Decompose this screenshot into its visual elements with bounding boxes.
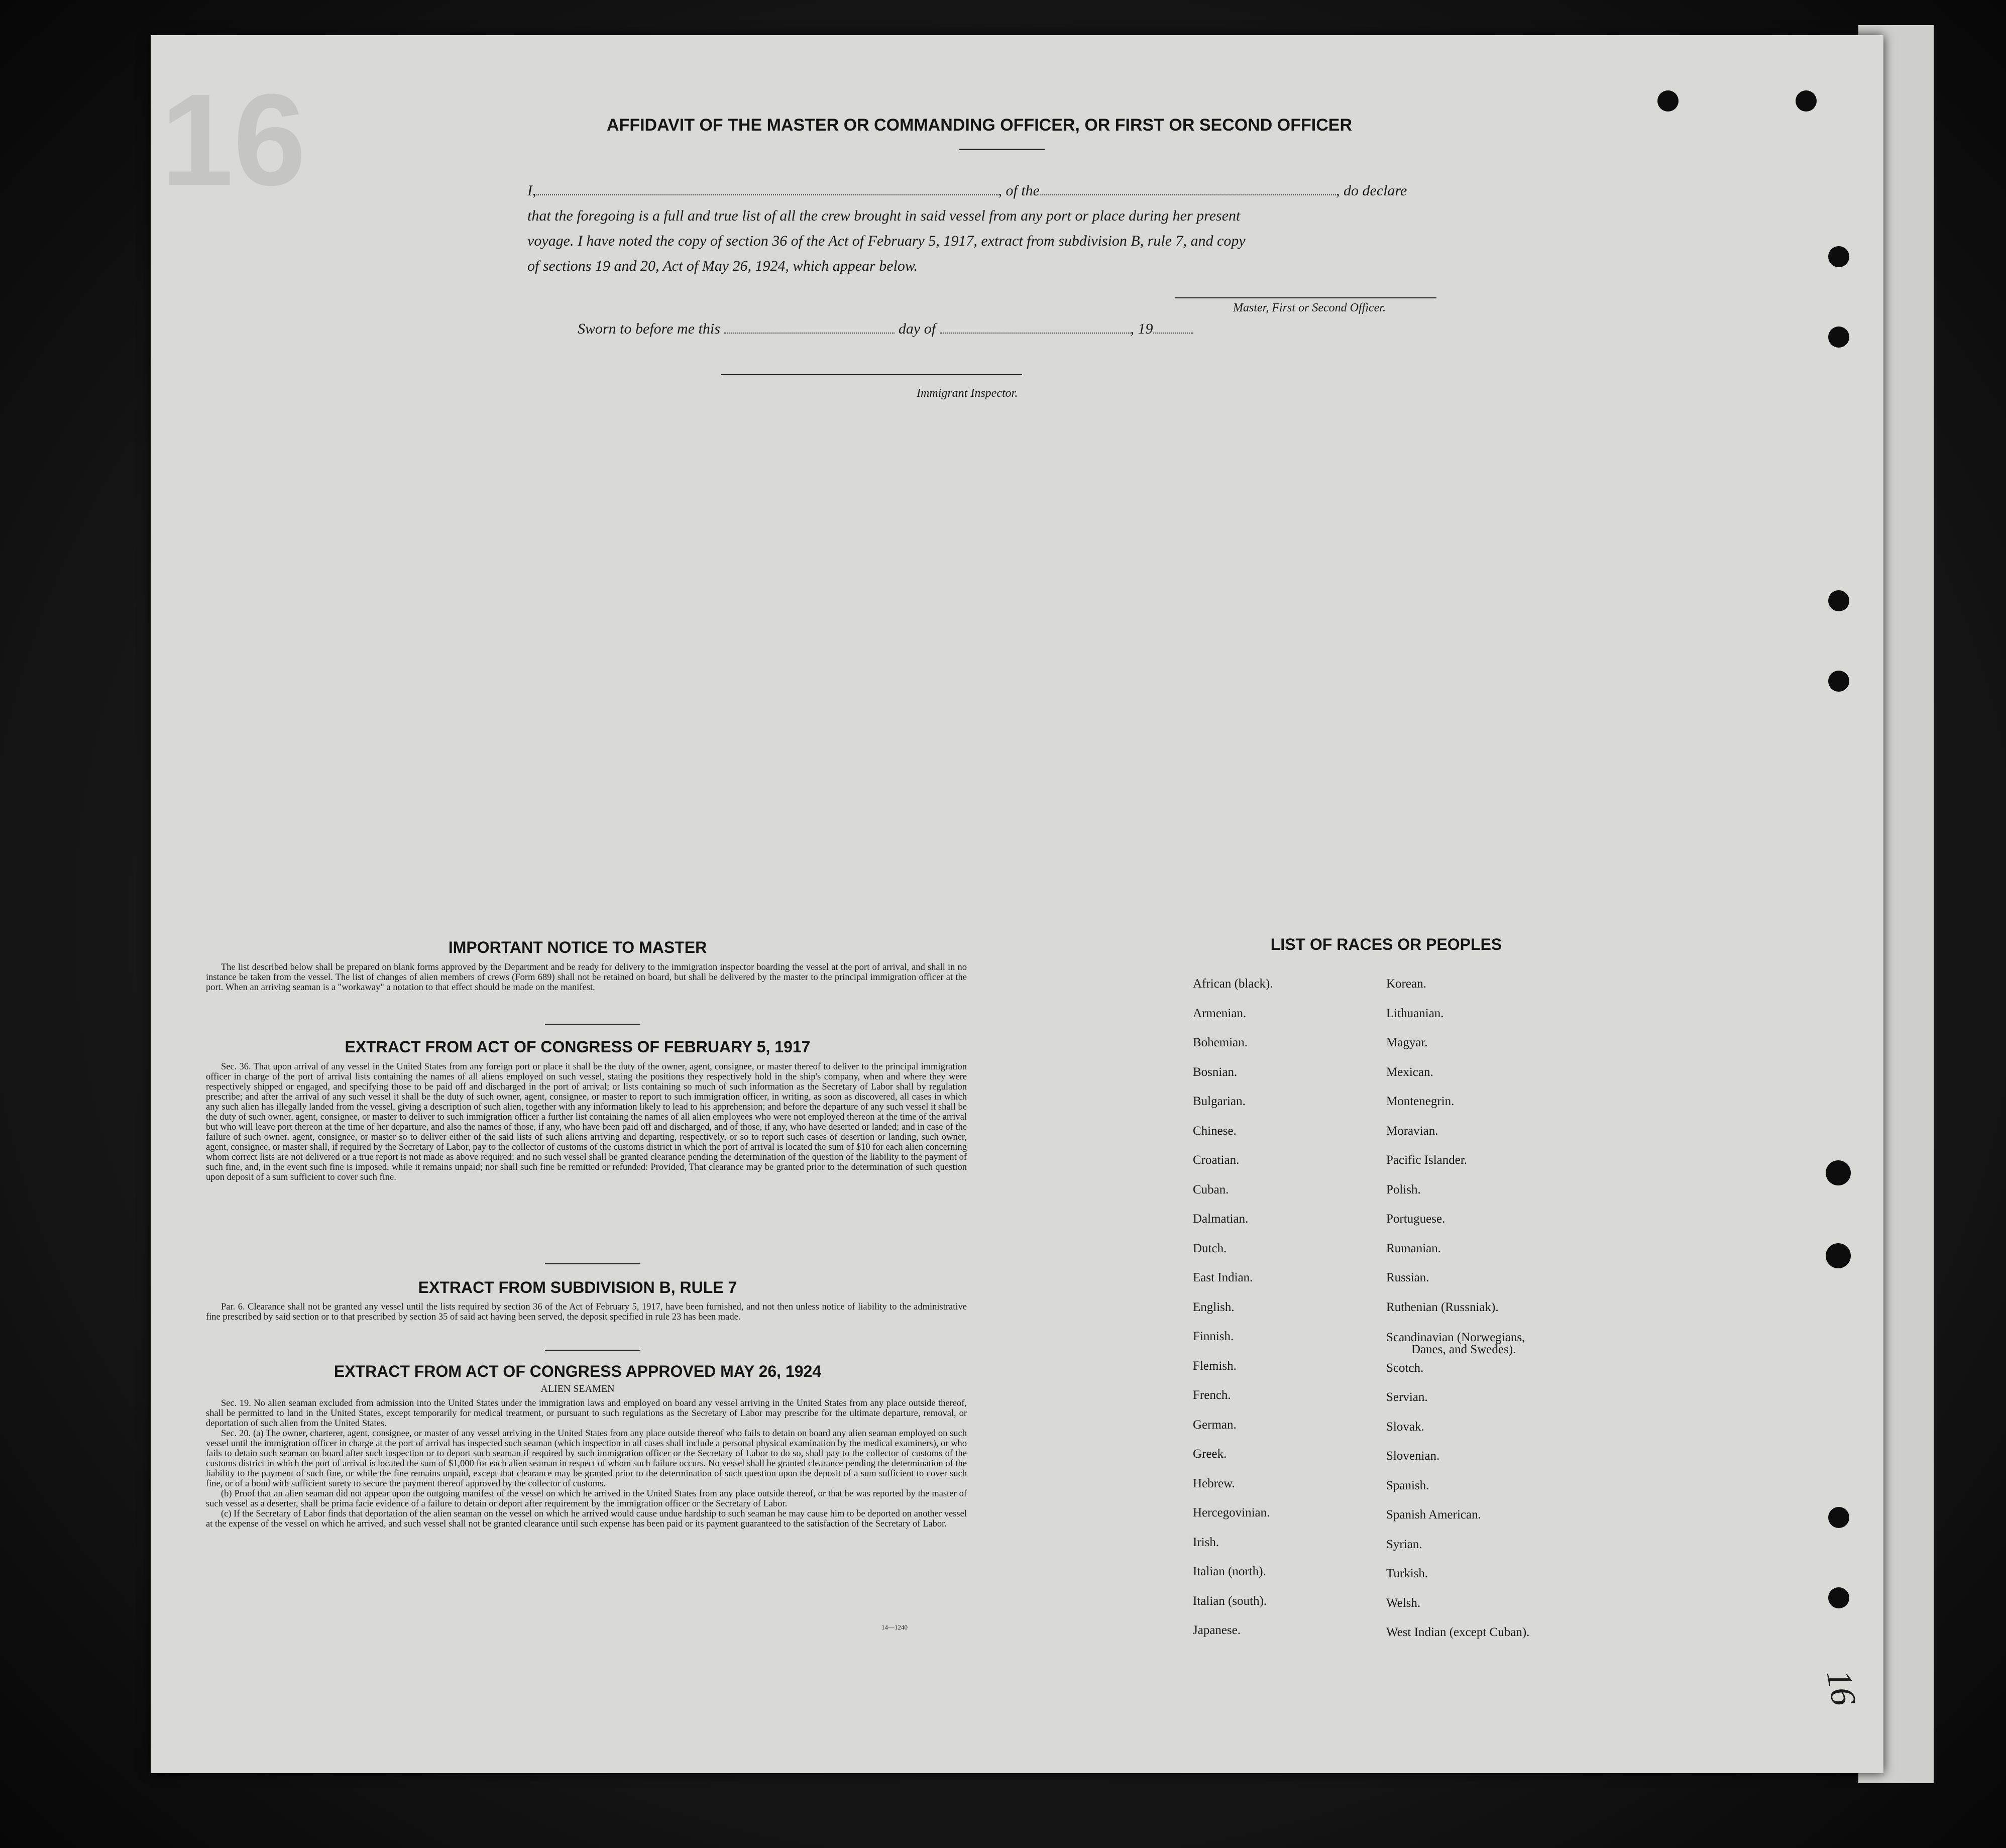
binder-hole	[1828, 1587, 1849, 1608]
rule7-body	[206, 1302, 967, 1322]
race-item: Slovenian.	[1386, 1449, 1440, 1463]
sworn-month-blank[interactable]	[940, 333, 1131, 334]
sworn-line	[578, 316, 1281, 342]
race-item: Irish.	[1193, 1535, 1219, 1549]
extract-1924-title: EXTRACT FROM ACT OF CONGRESS APPROVED MAY 26, 1924	[333, 1362, 822, 1380]
sworn-day-blank[interactable]	[724, 333, 895, 334]
affidavit-line-2: that the foregoing is a full and true list of all the crew brought in said vessel from any port or place during her present	[527, 207, 1241, 224]
race-item: Welsh.	[1386, 1596, 1421, 1610]
affidavit-of-the: , of the	[998, 182, 1040, 199]
affidavit-line-1	[527, 178, 1492, 203]
race-item: Moravian.	[1386, 1124, 1438, 1138]
affidavit-title: AFFIDAVIT OF THE MASTER OR COMMANDING OFFICER, OR FIRST OR SECOND OFFICER	[607, 116, 1352, 135]
sworn-text: Sworn to before me this	[578, 320, 720, 337]
race-item: Hebrew.	[1193, 1476, 1235, 1490]
master-signature-line[interactable]	[1175, 297, 1436, 298]
extract-1924-body	[206, 1398, 967, 1529]
form-number: 14—1240	[881, 1623, 908, 1631]
race-item: Montenegrin.	[1386, 1095, 1455, 1108]
name-blank[interactable]	[536, 194, 998, 195]
race-item: Scotch.	[1386, 1361, 1424, 1375]
races-title: LIST OF RACES OR PEOPLES	[1270, 935, 1502, 953]
master-label: Master, First or Second Officer.	[1233, 301, 1386, 314]
race-item: Slovak.	[1386, 1420, 1424, 1434]
race-item: Hercegovinian.	[1193, 1506, 1270, 1519]
bleed-through-number: 16	[161, 67, 306, 213]
sec20a-text: Sec. 20. (a) The owner, charterer, agent, consignee, or master of any vessel arriving in the United States from any place outside thereof who fails to detain on board any alien seaman employed on such vessel until the immigration officer in charge at the port of arrival has inspected such seaman (which inspection in all cases shall include a personal physical examination by the medical examiners), or who fails to detain such seaman on board after such inspection or to deport such seaman if required by such immigration officer or the Secretary of Labor to do so, shall pay to the collector of customs of the customs district in which the port of arrival is located the sum of $1,000 for each alien seaman in respect of whom such failure occurs. No vessel shall be granted clearance pending the determination of the liability to the payment of such fine, or while the fine remains unpaid, except that clearance may be granted prior to the determination of such question upon the deposit of a sum sufficient to cover such fine, or of a bond with sufficient surety to secure the payment thereof approved by the collector of customs.	[206, 1429, 967, 1489]
race-item: Syrian.	[1386, 1537, 1422, 1551]
race-item: Dalmatian.	[1193, 1212, 1249, 1226]
race-item: Korean.	[1386, 977, 1426, 991]
alien-seamen-subtitle: ALIEN SEAMEN	[540, 1383, 615, 1394]
binder-hole	[1828, 327, 1849, 348]
affidavit-line-3: voyage. I have noted the copy of section 36 of the Act of February 5, 1917, extract from subdivision B, rule 7, and copy	[527, 233, 1246, 249]
race-item: Spanish American.	[1386, 1508, 1481, 1521]
race-item: Portuguese.	[1386, 1212, 1445, 1226]
race-item: Rumanian.	[1386, 1241, 1441, 1255]
inspector-signature-line[interactable]	[721, 374, 1022, 375]
notice-title: IMPORTANT NOTICE TO MASTER	[448, 938, 707, 956]
race-item: Armenian.	[1193, 1006, 1247, 1020]
binder-hole	[1796, 90, 1817, 112]
affidavit-line-4: of sections 19 and 20, Act of May 26, 1924, which appear below.	[527, 258, 918, 274]
race-item-scandinavian	[1386, 1330, 1529, 1361]
race-item: East Indian.	[1193, 1271, 1253, 1284]
rule7-title: EXTRACT FROM SUBDIVISION B, RULE 7	[418, 1278, 737, 1296]
race-item: Bohemian.	[1193, 1036, 1248, 1049]
race-item: Lithuanian.	[1386, 1006, 1444, 1020]
divider	[545, 1350, 640, 1351]
races-column-2	[1386, 977, 1529, 1655]
extract-1917-text: Sec. 36. That upon arrival of any vessel in the United States from any foreign port or place it shall be the duty of the owner, agent, consignee, or master thereof to deliver to the principal immigration officer in charge of the port of arrival lists containing the names of all aliens employed on such vessel, stating the positions they respectively hold in the ship's company, when and where they were respectively shipped or engaged, and specifying those to be paid off and discharged in the port of arrival; or lists containing so much of such information as the Secretary of Labor shall by regulation prescribe; and after the arrival of any such vessel it shall be the duty of such owner, agent, consignee, or master to report to such immigration officer, in writing, as soon as discovered, all cases in which any such alien has illegally landed from the vessel, giving a description of such alien, together with any information likely to lead to his apprehension; and before the departure of any such vessel it shall be the duty of such owner, agent, consignee, or master to deliver to such immigration officer a further list containing the names of all alien employees who were not employed thereon at the time of the arrival but who will leave port thereon at the time of her departure, and also the names of those, if any, who have been paid off and discharged, and of those, if any, who have deserted or landed; and in case of the failure of such owner, agent, consignee, or master so to deliver either of the said lists of such aliens arriving and departing, respectively, or so to report such cases of desertion or landing, such owner, agent, consignee, or master shall, if required by the Secretary of Labor, pay to the collector of customs of the customs district in which the port of arrival is located the sum of $10 for each alien concerning whom correct lists are not delivered or a true report is not made as above required; and no such vessel shall be granted clearance pending the determination of the question of the liability to the payment of such fine, and, in the event such fine is imposed, while it remains unpaid; nor shall such fine be remitted or refunded: Provided, That clearance may be granted prior to the determination of such question upon deposit of a sum sufficient to cover such fine.	[206, 1062, 967, 1182]
race-item: Mexican.	[1386, 1065, 1433, 1079]
race-item: German.	[1193, 1418, 1237, 1432]
race-item: Servian.	[1386, 1390, 1428, 1404]
binder-hole	[1657, 90, 1679, 112]
race-item: West Indian (except Cuban).	[1386, 1625, 1530, 1639]
races-column-1	[1193, 977, 1273, 1653]
inspector-label: Immigrant Inspector.	[917, 387, 1018, 400]
binder-hole	[1828, 246, 1849, 267]
affidavit-declare: , do declare	[1336, 182, 1407, 199]
binder-hole	[1828, 671, 1849, 692]
affidavit-i: I,	[527, 182, 536, 199]
rule7-text: Par. 6. Clearance shall not be granted any vessel until the lists required by section 36 of the Act of February 5, 1917, have been furnished, and not then unless notice of liability to the administrative fine prescribed by said section or to that prescribed by section 35 of said act having been served, the deposit specified in rule 23 has been made.	[206, 1302, 967, 1322]
extract-1917-title: EXTRACT FROM ACT OF CONGRESS OF FEBRUARY 5, 1917	[345, 1038, 811, 1056]
race-item: Bulgarian.	[1193, 1095, 1246, 1108]
race-item: Finnish.	[1193, 1330, 1234, 1343]
race-item: Magyar.	[1386, 1036, 1428, 1049]
race-item: Cuban.	[1193, 1182, 1229, 1197]
sec19-text: Sec. 19. No alien seaman excluded from admission into the United States under the immigration laws and employed on board any vessel arriving in the United States from any place outside thereof, shall be permitted to land in the United States, except temporarily for medical treatment, or pursuant to such regulations as the Secretary of Labor may prescribe for the ultimate departure, removal, or deportation of such alien from the United States.	[206, 1398, 967, 1429]
sworn-year-prefix: , 19	[1130, 320, 1153, 337]
race-item: Dutch.	[1193, 1241, 1227, 1255]
sworn-year-blank[interactable]	[1153, 333, 1193, 334]
race-item: Spanish.	[1386, 1478, 1429, 1492]
binder-hole	[1826, 1160, 1851, 1185]
race-item: Croatian.	[1193, 1153, 1240, 1167]
race-item: Turkish.	[1386, 1567, 1428, 1580]
race-item: African (black).	[1193, 977, 1273, 991]
race-item: Flemish.	[1193, 1359, 1237, 1373]
binder-hole	[1826, 1243, 1851, 1268]
race-item: Russian.	[1386, 1271, 1429, 1284]
binder-hole	[1828, 1507, 1849, 1528]
binder-hole	[1828, 590, 1849, 611]
notice-text: The list described below shall be prepared on blank forms approved by the Department and be ready for delivery to the immigration inspector boarding the vessel at the port of arrival, and shall in no instance be taken from the vessel. The list of changes of alien members of crews (Form 689) shall not be retained on board, but shall be delivered by the master to the principal immigration officer at the port. When an arriving seaman is a "workaway" a notation to that effect should be made on the manifest.	[206, 962, 967, 993]
vessel-blank[interactable]	[1040, 194, 1336, 195]
divider	[959, 149, 1045, 150]
race-item: Pacific Islander.	[1386, 1153, 1468, 1167]
sworn-day-of: day of	[898, 320, 936, 337]
race-item: Polish.	[1386, 1182, 1421, 1197]
race-item: Ruthenian (Russniak).	[1386, 1300, 1499, 1314]
race-item: Scandinavian (Norwegians,	[1386, 1331, 1525, 1344]
handwritten-page-number: 16	[1819, 1667, 1863, 1709]
race-item: Chinese.	[1193, 1124, 1237, 1138]
race-item: Italian (south).	[1193, 1594, 1267, 1608]
race-item: Bosnian.	[1193, 1065, 1238, 1079]
sec20b-text: (b) Proof that an alien seaman did not appear upon the outgoing manifest of the vessel on which he arrived in the United States from any place outside thereof, or that he was reported by the master of such vessel as a deserter, shall be prima facie evidence of a failure to detain or deport after requirement by the immigration officer or the Secretary of Labor.	[206, 1489, 967, 1509]
divider	[545, 1263, 640, 1264]
race-item: Japanese.	[1193, 1623, 1241, 1637]
race-item: French.	[1193, 1388, 1231, 1402]
sec20c-text: (c) If the Secretary of Labor finds that deportation of the alien seaman on the vessel on which he arrived would cause undue hardship to such seaman he may cause him to be deported on another vessel at the expense of the vessel on which he arrived, and such vessel shall not be granted clearance until such expense has been paid or its payment guaranteed to the satisfaction of the Secretary of Labor.	[206, 1509, 967, 1529]
race-item: English.	[1193, 1300, 1235, 1314]
notice-body	[206, 962, 967, 993]
extract-1917-body	[206, 1062, 967, 1182]
affidavit-body	[527, 178, 1492, 279]
divider	[545, 1024, 640, 1025]
race-item-continued: Danes, and Swedes).	[1411, 1343, 1516, 1356]
race-item: Italian (north).	[1193, 1565, 1266, 1578]
race-item: Greek.	[1193, 1447, 1227, 1461]
